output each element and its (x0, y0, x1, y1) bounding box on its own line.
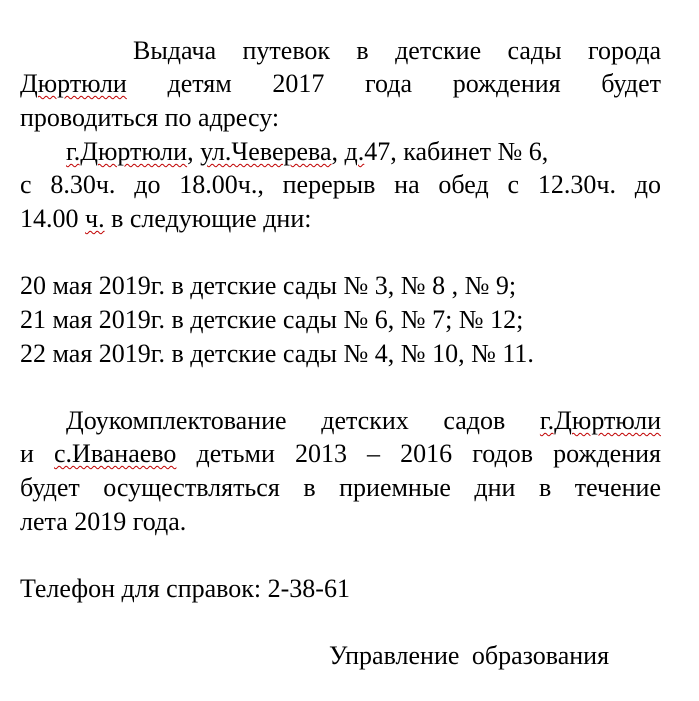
para2-city: г.Дюртюли (539, 406, 661, 435)
para1-line3 (20, 101, 661, 135)
city-name: Дюртюли (20, 69, 127, 98)
para2-line1-text: Доукомплектование детских садов (66, 406, 540, 435)
phone-text: Телефон для справок: 2-38-61 (20, 574, 350, 603)
para2-line3-text: будет осуществляться в приемные дни в течение (20, 473, 661, 502)
address-house: д. (344, 137, 365, 166)
schedule-item (20, 269, 661, 303)
days-intro-rest: в следующие дни: (104, 204, 312, 233)
address-sep-1: , (187, 137, 201, 166)
days-intro-time: 14.00 (20, 204, 85, 233)
para2-line2 (20, 437, 661, 471)
schedule-item-text: 21 мая 2019г. в детские сады № 6, № 7; № 12; (20, 305, 524, 334)
days-intro-line (20, 202, 661, 236)
para1-line1-text: Выдача путевок в детские сады города (133, 36, 661, 65)
address-street: ул.Чеверева (200, 137, 332, 166)
address-line (66, 135, 661, 169)
para2-line3 (20, 471, 661, 505)
address-rest: 47, кабинет № 6, (364, 137, 549, 166)
hours-text: с 8.30ч. до 18.00ч., перерыв на обед с 12.30ч. до (20, 170, 661, 199)
para1-line3-text: проводиться по адресу: (20, 103, 280, 132)
para1-line1 (133, 34, 661, 68)
para1-line2-rest: детям 2017 года рождения будет (126, 69, 661, 98)
address-sep-2: , (331, 137, 345, 166)
address-city: г.Дюртюли (66, 137, 188, 166)
hours-line (20, 168, 661, 202)
para2-line4-text: лета 2019 года. (20, 507, 187, 536)
para2-line1 (66, 404, 661, 438)
para2-line4 (20, 505, 661, 539)
schedule-item (20, 303, 661, 337)
days-intro-hour-abbr: ч. (85, 204, 105, 233)
para2-village: с.Иванаево (54, 439, 177, 468)
schedule-item-text: 22 мая 2019г. в детские сады № 4, № 10, № 11. (20, 339, 534, 368)
signature-text: Управление образования (329, 641, 610, 670)
para2-line2-prefix: и (20, 439, 55, 468)
schedule-item-text: 20 мая 2019г. в детские сады № 3, № 8 , № 9; (20, 271, 517, 300)
signature-line (329, 639, 649, 673)
schedule-item (20, 337, 661, 371)
phone-line (20, 572, 661, 606)
para2-line2-rest: детьми 2013 – 2016 годов рождения (176, 439, 661, 468)
para1-line2 (20, 67, 661, 101)
